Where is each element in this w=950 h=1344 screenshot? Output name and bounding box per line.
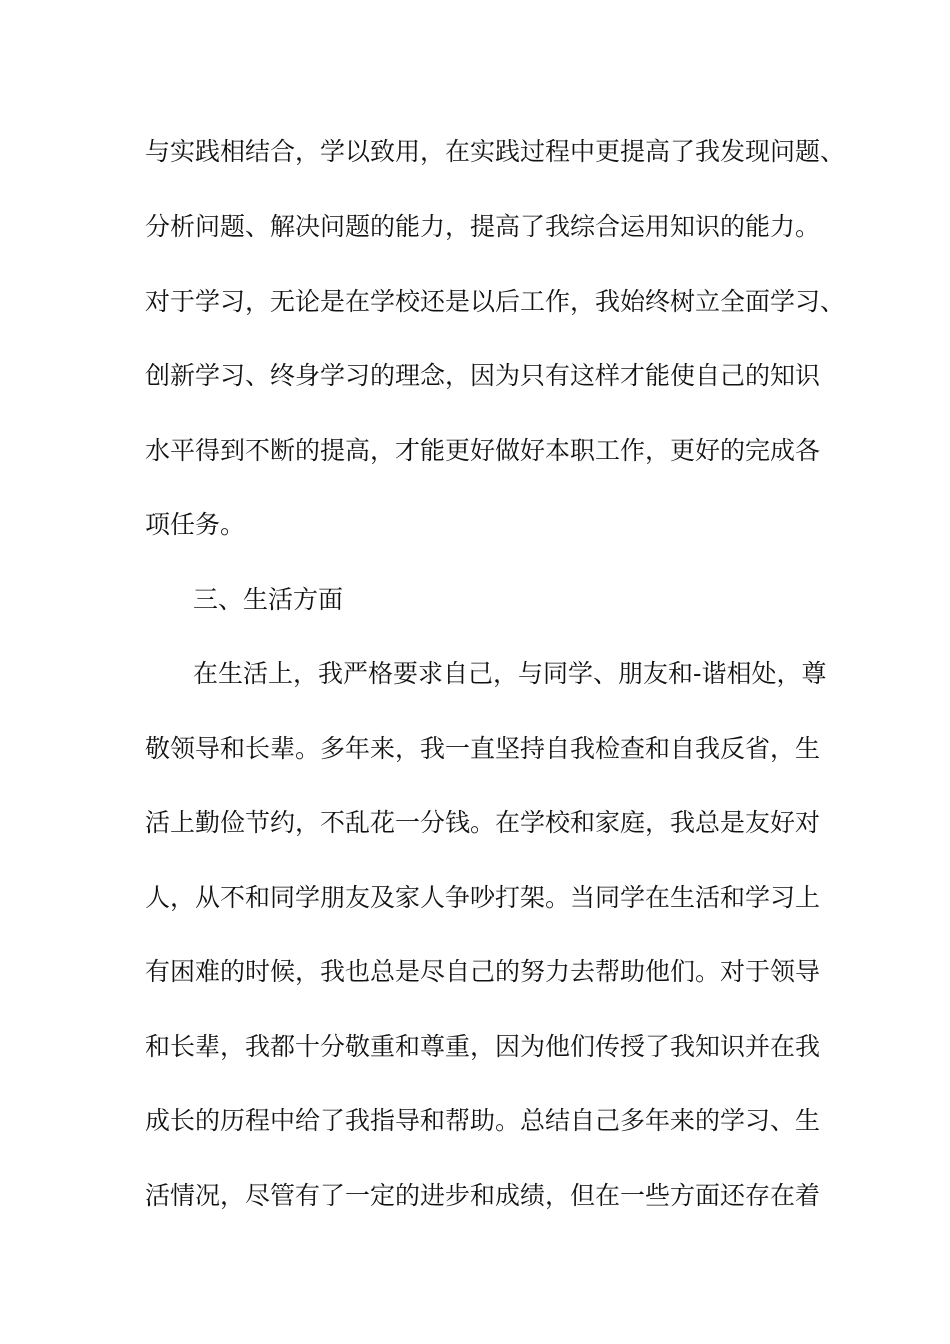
text-line: 活情况，尽管有了一定的进步和成绩，但在一些方面还存在着	[145, 1181, 821, 1210]
text-line: 人，从不和同学朋友及家人争吵打架。当同学在生活和学习上	[145, 883, 821, 912]
text-line: 有困难的时候，我也总是尽自己的努力去帮助他们。对于领导	[145, 957, 821, 986]
text-line: 对于学习，无论是在学校还是以后工作，我始终树立全面学习、	[145, 287, 846, 316]
section-heading: 三、生活方面	[193, 585, 344, 614]
text-line: 在生活上，我严格要求自己，与同学、朋友和-谐相处，尊	[193, 659, 827, 688]
text-line: 与实践相结合，学以致用，在实践过程中更提高了我发现问题、	[145, 137, 846, 166]
text-line: 项任务。	[145, 510, 246, 539]
text-line: 创新学习、终身学习的理念，因为只有这样才能使自己的知识	[145, 361, 821, 390]
text-line: 水平得到不断的提高，才能更好做好本职工作，更好的完成各	[145, 436, 821, 465]
text-line: 成长的历程中给了我指导和帮助。总结自己多年来的学习、生	[145, 1106, 821, 1135]
text-line: 活上勤俭节约，不乱花一分钱。在学校和家庭，我总是友好对	[145, 808, 821, 837]
text-line: 分析问题、解决问题的能力，提高了我综合运用知识的能力。	[145, 212, 821, 241]
text-line: 和长辈，我都十分敬重和尊重，因为他们传授了我知识并在我	[145, 1032, 821, 1061]
text-line: 敬领导和长辈。多年来，我一直坚持自我检查和自我反省，生	[145, 734, 821, 763]
